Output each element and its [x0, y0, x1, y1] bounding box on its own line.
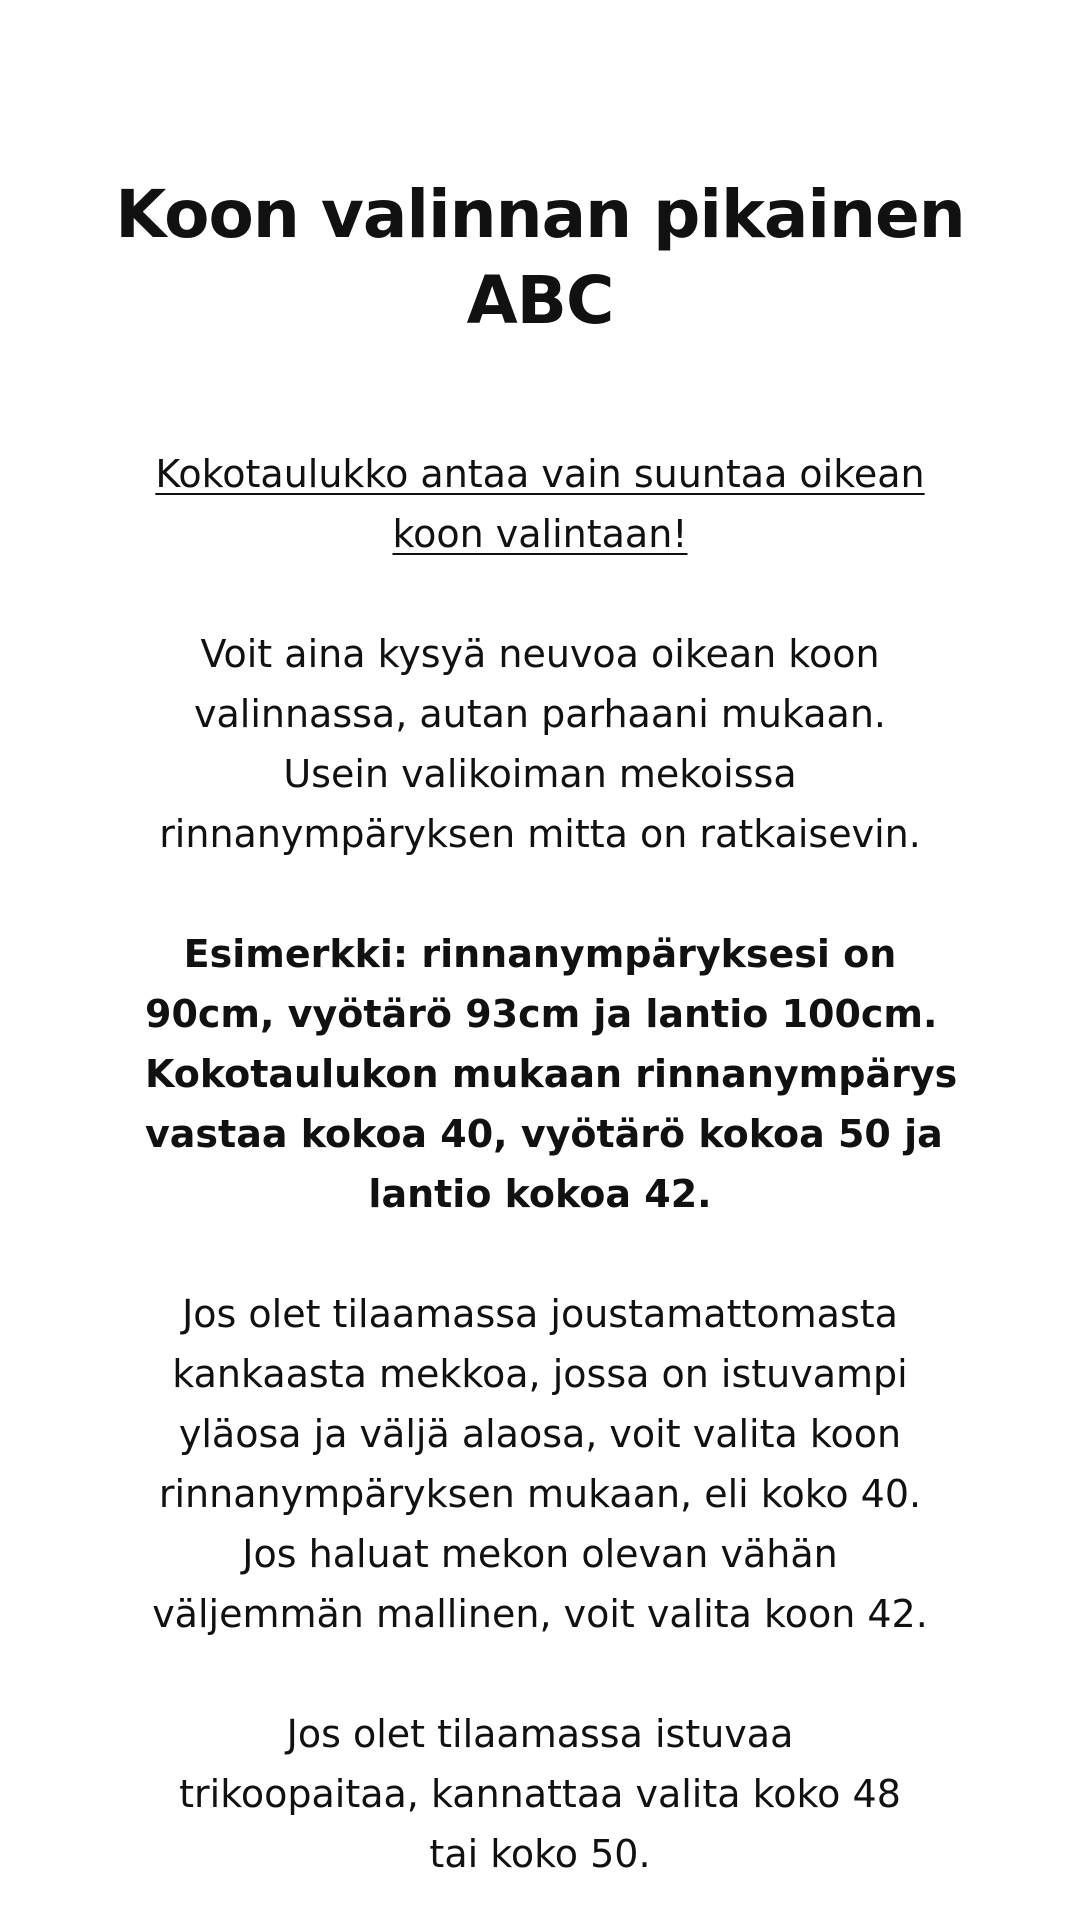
intro-line: Usein valikoiman mekoissa: [283, 752, 797, 796]
example-paragraph: [145, 924, 958, 1224]
example-line: vastaa kokoa 40, vyötärö kokoa 50 ja: [145, 1112, 943, 1156]
dress-advice-line: Jos haluat mekon olevan vähän: [242, 1532, 838, 1576]
intro-line: valinnassa, autan parhaani mukaan.: [193, 692, 886, 736]
example-line: lantio kokoa 42.: [368, 1172, 712, 1216]
example-line: 90cm, vyötärö 93cm ja lantio 100cm.: [145, 992, 938, 1036]
shirt-advice-paragraph: [145, 1704, 935, 1884]
intro-line: Voit aina kysyä neuvoa oikean koon: [200, 632, 880, 676]
intro-line: rinnanympäryksen mitta on ratkaisevin.: [159, 812, 921, 856]
size-chart-notice: [145, 444, 935, 564]
size-guide-content: [145, 444, 958, 1884]
dress-advice-line: kankaasta mekkoa, jossa on istuvampi: [172, 1352, 908, 1396]
notice-line: Kokotaulukko antaa vain suuntaa oikean: [155, 452, 925, 496]
example-line: Kokotaulukon mukaan rinnanympärys: [145, 1052, 958, 1096]
dress-advice-line: Jos olet tilaamassa joustamattomasta: [182, 1292, 898, 1336]
intro-paragraph: [145, 624, 935, 864]
notice-line: koon valintaan!: [392, 512, 688, 556]
page-title: Koon valinnan pikainen ABC: [115, 176, 965, 339]
shirt-advice-line: trikoopaitaa, kannattaa valita koko 48: [179, 1772, 901, 1816]
shirt-advice-line: tai koko 50.: [429, 1832, 651, 1876]
dress-advice-line: väljemmän mallinen, voit valita koon 42.: [152, 1592, 928, 1636]
dress-advice-paragraph: [145, 1284, 935, 1644]
example-line: Esimerkki: rinnanympäryksesi on: [183, 932, 897, 976]
dress-advice-line: yläosa ja väljä alaosa, voit valita koon: [178, 1412, 902, 1456]
dress-advice-line: rinnanympäryksen mukaan, eli koko 40.: [158, 1472, 922, 1516]
shirt-advice-line: Jos olet tilaamassa istuvaa: [286, 1712, 794, 1756]
